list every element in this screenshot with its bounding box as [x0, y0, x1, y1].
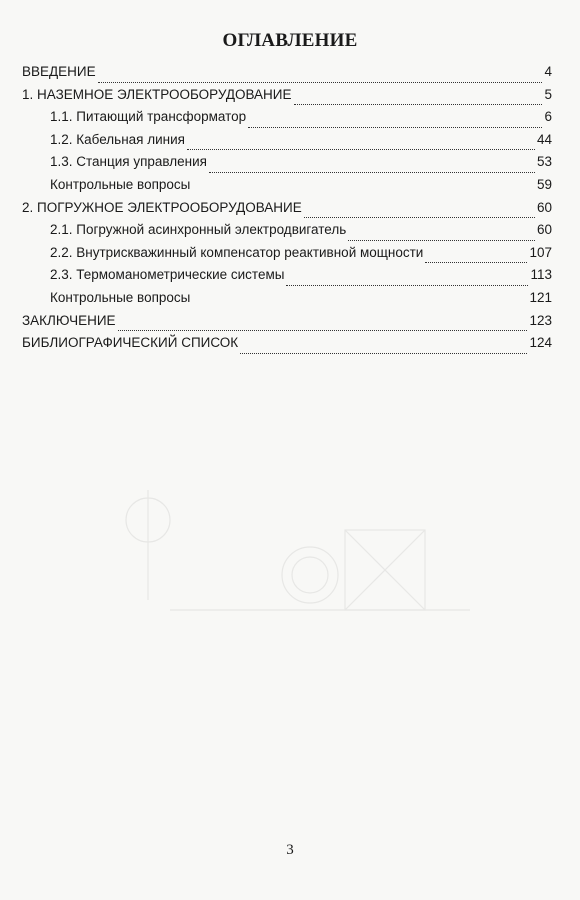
toc-entry: [22, 109, 552, 132]
toc-dot-leader: [294, 92, 543, 105]
toc-entry-page: 4: [544, 64, 552, 79]
toc-entry: [22, 200, 552, 223]
toc-entry: [22, 132, 552, 155]
toc-dot-leader: [209, 160, 535, 173]
toc-entry-page: 6: [544, 109, 552, 125]
toc-entry-page: 60: [536, 222, 552, 238]
toc-entry: [22, 177, 552, 200]
toc-entry-page: 44: [536, 131, 552, 147]
toc-dot-leader: [192, 297, 527, 309]
toc-entry-label: 1. НАЗЕМНОЕ ЭЛЕКТРООБОРУДОВАНИЕ: [22, 86, 292, 102]
toc-entry: [22, 290, 552, 313]
toc-dot-leader: [248, 115, 542, 128]
toc-entry-page: 124: [529, 335, 552, 351]
toc-entry-page: 113: [530, 267, 552, 283]
toc-entry-label: 1.2. Кабельная линия: [50, 131, 185, 147]
toc-entry: [22, 222, 552, 245]
table-of-contents: [22, 64, 552, 358]
toc-entry-label: ВВЕДЕНИЕ: [22, 64, 96, 79]
toc-entry-label: Контрольные вопросы: [50, 176, 191, 192]
toc-entry: [22, 245, 552, 268]
toc-entry-label: БИБЛИОГРАФИЧЕСКИЙ СПИСОК: [22, 335, 239, 351]
toc-entry: [22, 87, 552, 110]
toc-dot-leader: [348, 228, 535, 241]
toc-dot-leader: [304, 205, 535, 218]
toc-entry-page: 5: [544, 86, 552, 102]
page-number: 3: [286, 842, 294, 858]
toc-entry-page: 59: [536, 176, 552, 192]
toc-entry: [22, 313, 552, 336]
toc-dot-leader: [192, 184, 535, 196]
toc-entry-label: 1.1. Питающий трансформатор: [50, 109, 247, 125]
toc-entry-label: Контрольные вопросы: [50, 289, 191, 305]
toc-dot-leader: [240, 341, 527, 354]
toc-dot-leader: [286, 273, 528, 286]
toc-entry-label: 1.3. Станция управления: [50, 154, 207, 170]
toc-entry-label: 2. ПОГРУЖНОЕ ЭЛЕКТРООБОРУДОВАНИЕ: [22, 199, 302, 215]
toc-entry-page: 107: [529, 244, 552, 260]
toc-entry-label: 2.1. Погружной асинхронный электродвигатель: [50, 222, 347, 238]
toc-dot-leader: [98, 70, 543, 83]
toc-entry-page: 53: [536, 154, 552, 170]
toc-entry-page: 60: [536, 199, 552, 215]
toc-entry-page: 123: [529, 312, 552, 328]
toc-dot-leader: [425, 250, 527, 263]
toc-entry-page: 121: [529, 289, 552, 305]
toc-entry: [22, 335, 552, 358]
toc-dot-leader: [118, 318, 528, 331]
toc-dot-leader: [187, 137, 535, 150]
toc-entry: [22, 267, 552, 290]
toc-entry-label: ЗАКЛЮЧЕНИЕ: [22, 312, 116, 328]
page-title: ОГЛАВЛЕНИЕ: [222, 30, 358, 51]
toc-entry-label: 2.3. Термоманометрические системы: [50, 267, 285, 283]
toc-entry: [22, 154, 552, 177]
toc-entry: [22, 64, 552, 87]
toc-entry-label: 2.2. Внутрискважинный компенсатор реактивной мощности: [50, 244, 424, 260]
